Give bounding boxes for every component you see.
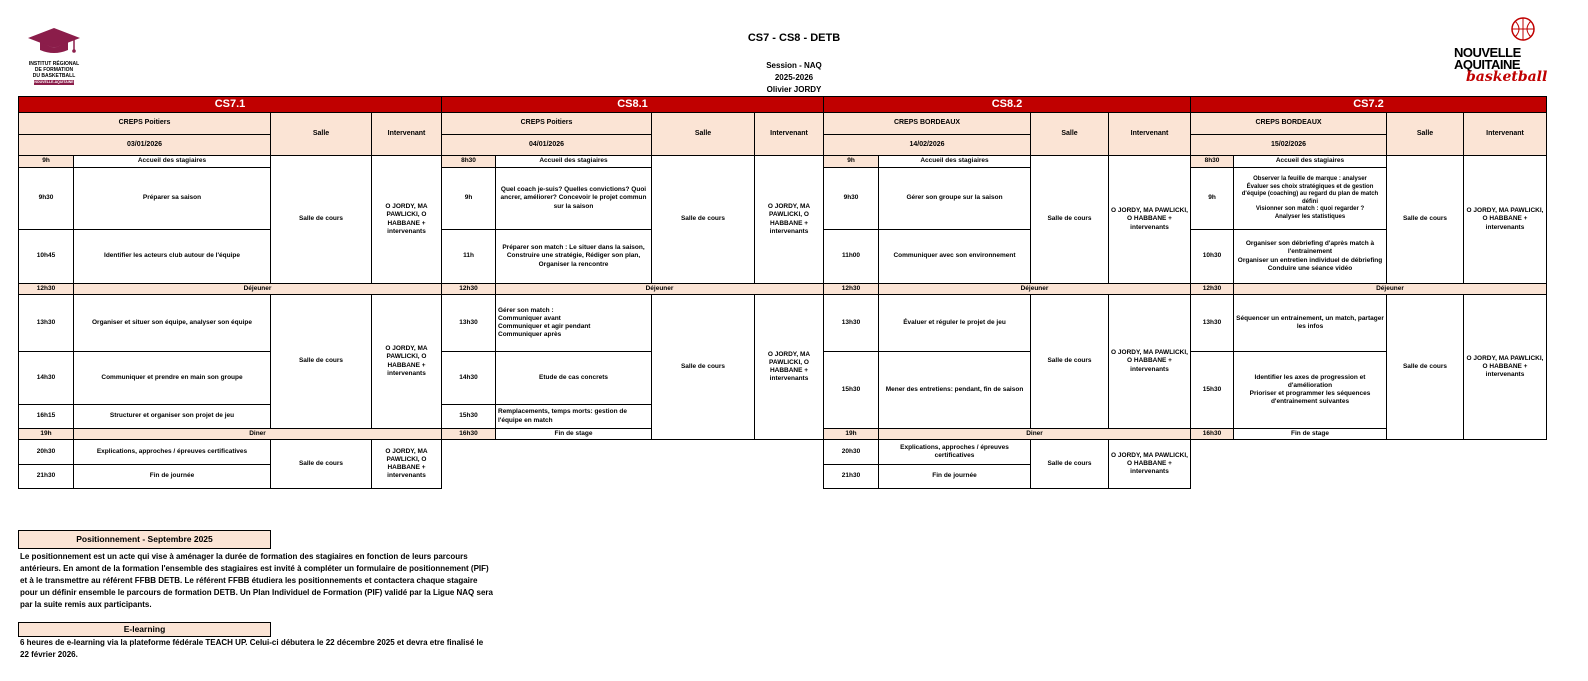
- block-date: 04/01/2026: [442, 135, 652, 156]
- block-title: CS7.1: [19, 97, 442, 113]
- elearning-text: 6 heures de e-learning via la plateforme fédérale TEACH UP. Celui-ci débutera le 22 décembre 2025 et devra etre finalisé le 22 février 2026.: [20, 638, 484, 659]
- irfb-logo-line2: DE FORMATION: [34, 67, 74, 73]
- time-cell: 13h30: [1191, 295, 1234, 352]
- block-cs7-1: [18, 96, 442, 489]
- time-cell: 21h30: [19, 465, 74, 489]
- break-cell: Déjeuner: [74, 284, 442, 295]
- activity-cell: Organiser son débriefing d'après match à l'entrainement Organiser un entretien individuel de débriefing Conduire une séance vidéo: [1234, 230, 1387, 284]
- activity-cell: Préparer sa saison: [74, 168, 271, 230]
- time-cell: 12h30: [1191, 284, 1234, 295]
- time-cell: 13h30: [442, 295, 496, 352]
- activity-cell: Évaluer et réguler le projet de jeu: [879, 295, 1031, 352]
- salle-cell: Salle de cours: [271, 156, 372, 284]
- naq-logo-line1: NOUVELLE: [1454, 45, 1521, 60]
- salle-cell: Salle de cours: [1031, 440, 1109, 489]
- block-date: 14/02/2026: [824, 135, 1031, 156]
- time-cell: 8h30: [1191, 156, 1234, 168]
- block-location: CREPS BORDEAUX: [824, 113, 1031, 135]
- time-cell: 20h30: [19, 440, 74, 465]
- time-cell: 13h30: [19, 295, 74, 352]
- time-cell: 15h30: [824, 352, 879, 429]
- block-title: CS8.2: [824, 97, 1191, 113]
- activity-cell: Quel coach je-suis? Quelles convictions? Quoi ancrer, améliorer? Concevoir le projet commun sur la saison: [496, 168, 652, 230]
- intervenant-cell: O JORDY, MA PAWLICKI, O HABBANE + intervenants: [372, 440, 442, 489]
- activity-cell: Identifier les acteurs club autour de l'équipe: [74, 230, 271, 284]
- activity-cell: Explications, approches / épreuves certificatives: [74, 440, 271, 465]
- activity-cell: Structurer et organiser son projet de jeu: [74, 405, 271, 429]
- intervenant-cell: O JORDY, MA PAWLICKI, O HABBANE + intervenants: [372, 156, 442, 284]
- activity-cell: Fin de stage: [496, 429, 652, 440]
- activity-cell: Séquencer un entrainement, un match, partager les infos: [1234, 295, 1387, 352]
- activity-cell: Fin de journée: [74, 465, 271, 489]
- naq-logo-line3: basketball: [1466, 69, 1548, 85]
- salle-cell: Salle de cours: [271, 295, 372, 429]
- block-title: CS8.1: [442, 97, 824, 113]
- break-cell: Diner: [879, 429, 1191, 440]
- activity-cell: Accueil des stagiaires: [879, 156, 1031, 168]
- intervenant-header: Intervenant: [1109, 113, 1191, 156]
- elearning-title: E-learning: [18, 622, 271, 637]
- break-cell: Déjeuner: [879, 284, 1191, 295]
- time-cell: 11h00: [824, 230, 879, 284]
- salle-cell: Salle de cours: [652, 156, 755, 284]
- activity-cell: Accueil des stagiaires: [496, 156, 652, 168]
- block-location: CREPS BORDEAUX: [1191, 113, 1387, 135]
- block-cs8-2: [823, 96, 1191, 489]
- time-cell: 10h30: [1191, 230, 1234, 284]
- activity-cell: Communiquer avec son environnement: [879, 230, 1031, 284]
- time-cell: 9h: [442, 168, 496, 230]
- time-cell: 9h30: [824, 168, 879, 230]
- time-cell: 19h: [824, 429, 879, 440]
- break-cell: Déjeuner: [1234, 284, 1547, 295]
- intervenant-cell: O JORDY, MA PAWLICKI, O HABBANE + intervenants: [1109, 295, 1191, 429]
- time-cell: 15h30: [1191, 352, 1234, 429]
- time-cell: 16h30: [1191, 429, 1234, 440]
- block-date: 03/01/2026: [19, 135, 271, 156]
- activity-cell: Fin de stage: [1234, 429, 1387, 440]
- time-cell: 14h30: [442, 352, 496, 405]
- activity-cell: Remplacements, temps morts: gestion de l'équipe en match: [496, 405, 652, 429]
- person-label: Olivier JORDY: [766, 85, 822, 94]
- intervenant-cell: O JORDY, MA PAWLICKI, O HABBANE + intervenants: [1109, 440, 1191, 489]
- activity-cell: Mener des entretiens: pendant, fin de saison: [879, 352, 1031, 429]
- positionnement-text: Le positionnement est un acte qui vise à aménager la durée de formation des stagiaires en fonction de leurs parcours antérieurs. En amont de la formation l'ensemble des stagiaires est invité à compléter un formulaire de positionnement (PIF) et à le transmettre au référent FFBB DETB. Le référent FFBB étudiera les positionnements et contactera chaque stagaire pour un définir ensemble le parcours de formation DETB. Un Plan Individuel de Formation (PIF) validé par la Ligue NAQ sera par la suite remis aux participants.: [20, 552, 493, 609]
- year-label: 2025-2026: [774, 73, 814, 82]
- time-cell: 9h: [824, 156, 879, 168]
- intervenant-cell: O JORDY, MA PAWLICKI, O HABBANE + intervenants: [1109, 156, 1191, 284]
- salle-cell: Salle de cours: [1387, 156, 1464, 284]
- activity-cell: Organiser et situer son équipe, analyser son équipe: [74, 295, 271, 352]
- time-cell: 12h30: [19, 284, 74, 295]
- salle-header: Salle: [271, 113, 372, 156]
- time-cell: 8h30: [442, 156, 496, 168]
- activity-cell: Etude de cas concrets: [496, 352, 652, 405]
- block-location: CREPS Poitiers: [19, 113, 271, 135]
- activity-cell: Explications, approches / épreuves certificatives: [879, 440, 1031, 465]
- activity-cell: Gérer son match : Communiquer avant Communiquer et agir pendant Communiquer après: [496, 295, 652, 352]
- block-cs7-2: [1190, 96, 1547, 440]
- activity-cell: Accueil des stagiaires: [74, 156, 271, 168]
- time-cell: 19h: [19, 429, 74, 440]
- activity-cell: Préparer son match : Le situer dans la saison, Construire une stratégie, Rédiger son plan, Organiser la rencontre: [496, 230, 652, 284]
- activity-cell: Observer la feuille de marque : analyser Évaluer ses choix stratégiques et de gestion d'équipe (coaching) au regard du plan de match défini Visionner son match : quoi regarder ? Analyser les statistiques: [1234, 168, 1387, 230]
- salle-header: Salle: [1031, 113, 1109, 156]
- activity-cell: Identifier les axes de progression et d'amélioration Prioriser et programmer les séquences d'entrainement suivantes: [1234, 352, 1387, 429]
- intervenant-cell: O JORDY, MA PAWLICKI, O HABBANE + intervenants: [372, 295, 442, 429]
- intervenant-header: Intervenant: [1464, 113, 1547, 156]
- time-cell: 12h30: [442, 284, 496, 295]
- salle-cell: Salle de cours: [652, 295, 755, 440]
- time-cell: 16h30: [442, 429, 496, 440]
- time-cell: 11h: [442, 230, 496, 284]
- block-title: CS7.2: [1191, 97, 1547, 113]
- time-cell: 15h30: [442, 405, 496, 429]
- page-title: CS7 - CS8 - DETB: [747, 32, 841, 44]
- time-cell: 20h30: [824, 440, 879, 465]
- block-date: 15/02/2026: [1191, 135, 1387, 156]
- intervenant-cell: O JORDY, MA PAWLICKI, O HABBANE + intervenants: [755, 295, 824, 440]
- time-cell: 21h30: [824, 465, 879, 489]
- time-cell: 16h15: [19, 405, 74, 429]
- session-label: Session - NAQ: [766, 61, 822, 70]
- salle-cell: Salle de cours: [1031, 295, 1109, 429]
- intervenant-cell: O JORDY, MA PAWLICKI, O HABBANE + intervenants: [1464, 156, 1547, 284]
- block-cs8-1: [441, 96, 824, 440]
- salle-cell: Salle de cours: [1031, 156, 1109, 284]
- intervenant-cell: O JORDY, MA PAWLICKI, O HABBANE + intervenants: [1464, 295, 1547, 440]
- time-cell: 13h30: [824, 295, 879, 352]
- break-cell: Diner: [74, 429, 442, 440]
- irfb-logo-line4: NOUVELLE-AQUITAINE: [34, 80, 74, 84]
- intervenant-header: Intervenant: [755, 113, 824, 156]
- time-cell: 10h45: [19, 230, 74, 284]
- block-location: CREPS Poitiers: [442, 113, 652, 135]
- time-cell: 9h: [19, 156, 74, 168]
- intervenant-header: Intervenant: [372, 113, 442, 156]
- salle-cell: Salle de cours: [1387, 295, 1464, 440]
- time-cell: 12h30: [824, 284, 879, 295]
- time-cell: 9h: [1191, 168, 1234, 230]
- activity-cell: Accueil des stagiaires: [1234, 156, 1387, 168]
- activity-cell: Fin de journée: [879, 465, 1031, 489]
- naq-logo-line2: AQUITAINE: [1454, 57, 1521, 72]
- salle-cell: Salle de cours: [271, 440, 372, 489]
- irfb-logo-line1: INSTITUT RÉGIONAL: [28, 61, 80, 67]
- irfb-logo-line3: DU BASKETBALL: [32, 73, 76, 79]
- time-cell: 14h30: [19, 352, 74, 405]
- salle-header: Salle: [652, 113, 755, 156]
- activity-cell: Communiquer et prendre en main son groupe: [74, 352, 271, 405]
- positionnement-title: Positionnement - Septembre 2025: [18, 530, 271, 549]
- intervenant-cell: O JORDY, MA PAWLICKI, O HABBANE + intervenants: [755, 156, 824, 284]
- activity-cell: Gérer son groupe sur la saison: [879, 168, 1031, 230]
- salle-header: Salle: [1387, 113, 1464, 156]
- time-cell: 9h30: [19, 168, 74, 230]
- break-cell: Déjeuner: [496, 284, 824, 295]
